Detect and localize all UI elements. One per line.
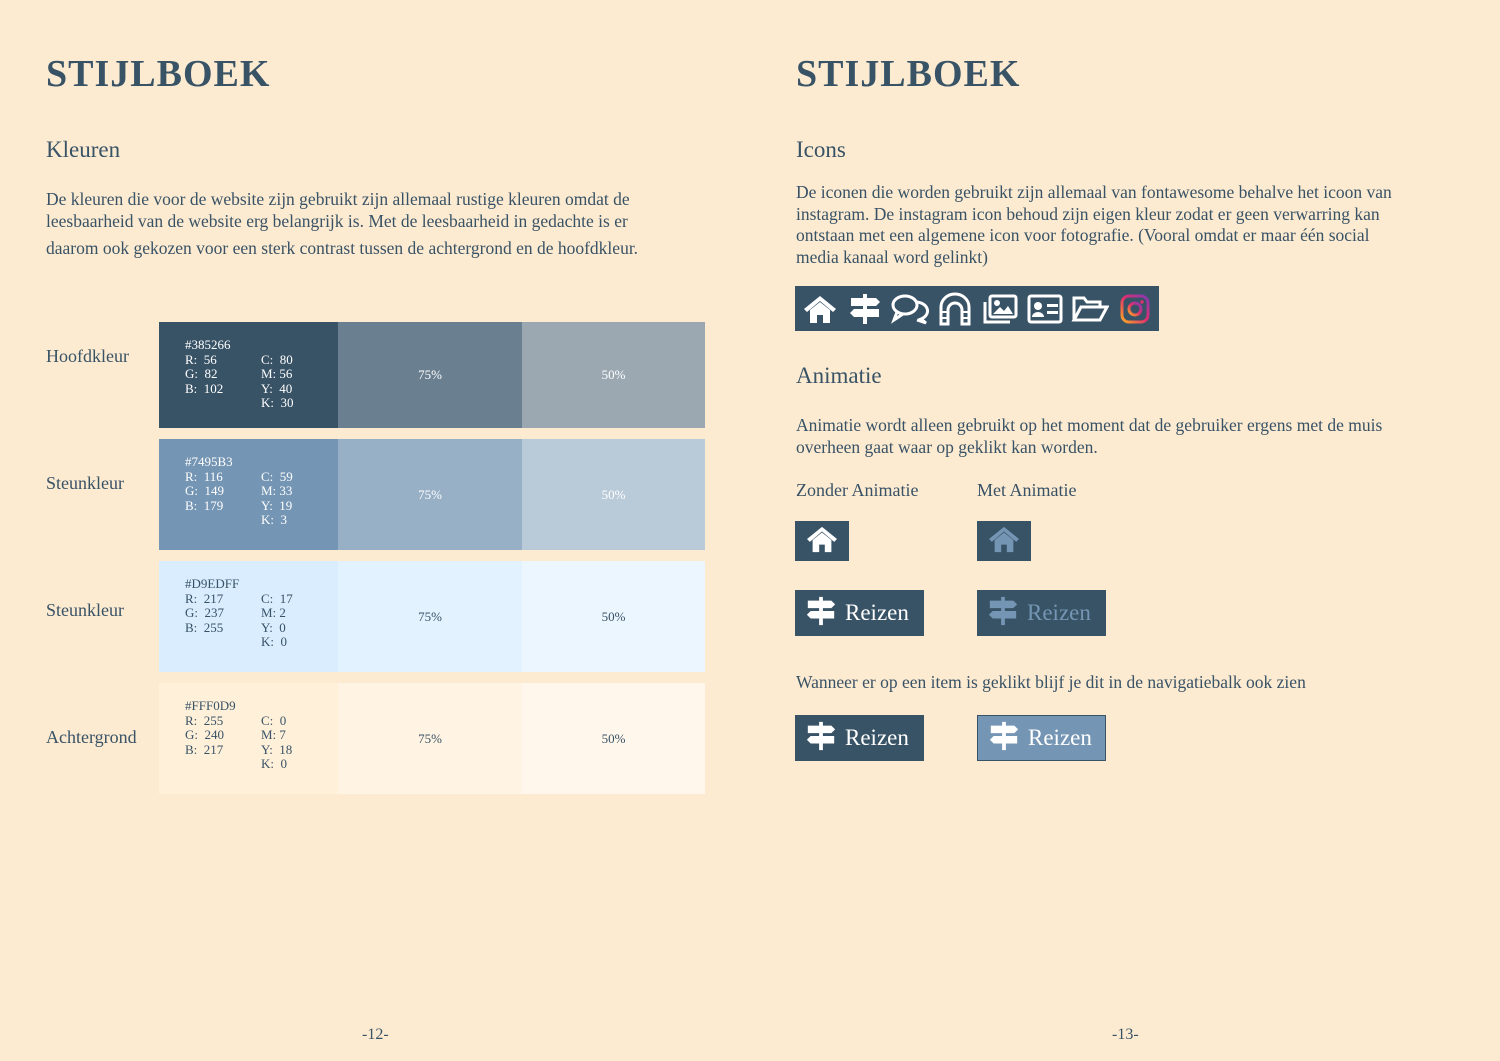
swatch-50 (522, 322, 705, 428)
home-icon (805, 524, 839, 558)
rgb-r: R: 255 (185, 712, 224, 728)
rgb-g: G: 237 (185, 605, 224, 620)
images-icon (979, 291, 1021, 327)
cmyk-k: K: 30 (261, 395, 294, 410)
color-values (185, 455, 321, 528)
home-icon (987, 524, 1021, 558)
signpost-icon (805, 719, 837, 757)
page-title: STIJLBOEK (46, 53, 271, 95)
swatch-50 (522, 683, 705, 794)
tint-label: 50% (601, 730, 626, 746)
page-number: -13- (1112, 1026, 1139, 1043)
cmyk-y: Y: 19 (261, 497, 293, 513)
nav-note: Wanneer er op een item is geklikt blijf je dit in de navigatiebalk ook zien (796, 672, 1306, 692)
tint-label: 75% (418, 367, 442, 382)
swatch-75 (338, 561, 522, 672)
cmyk-y: Y: 18 (261, 741, 293, 757)
home-icon (799, 291, 841, 327)
rgb-g: G: 149 (185, 483, 224, 498)
instagram-icon (1114, 291, 1156, 327)
paragraph-line: leesbaarheid van de website erg belangrijk is. Met de leesbaarheid in gedachte is er (46, 210, 628, 231)
swatch-label: Steunkleur (46, 600, 124, 620)
cmyk-c: C: 80 (261, 351, 293, 367)
kleuren-paragraph (46, 189, 726, 258)
with-animation-label: Met Animatie (977, 480, 1077, 500)
icons-paragraph (796, 182, 1476, 268)
cmyk-y: Y: 0 (261, 619, 286, 635)
animatie-paragraph (796, 415, 1476, 458)
page-number: -12- (362, 1026, 389, 1043)
cmyk-k: K: 0 (261, 756, 287, 771)
paragraph-line: De kleuren die voor de website zijn gebruikt zijn allemaal rustige kleuren omdat de (46, 189, 630, 209)
paragraph-line: De iconen die worden gebruikt zijn allemaal van fontawesome behalve het icoon van (796, 182, 1392, 202)
cmyk-k: K: 0 (261, 634, 287, 649)
comments-icon (889, 291, 931, 327)
tint-label: 75% (418, 608, 442, 624)
swatch-75 (338, 439, 522, 550)
section-heading-animatie: Animatie (796, 363, 882, 388)
cmyk-m: M: 33 (261, 483, 293, 498)
paragraph-line: media kanaal word gelinkt) (796, 246, 988, 267)
reizen-button-hover[interactable] (977, 590, 1106, 636)
rgb-g: G: 82 (185, 366, 218, 381)
tint-label: 75% (418, 486, 442, 502)
cmyk-k: K: 3 (261, 512, 287, 527)
cmyk-c: C: 0 (261, 712, 287, 728)
color-values (185, 338, 321, 411)
folder-open-icon (1069, 291, 1111, 327)
swatch-100 (159, 683, 338, 794)
hex-code: #D9EDFF (185, 576, 240, 591)
cmyk-m: M: 7 (261, 727, 286, 742)
paragraph-line: ontstaan met een algemene icon voor fotografie. (Vooral omdat er maar één social (796, 225, 1370, 245)
tint-label: 50% (601, 608, 626, 624)
signpost-icon (988, 719, 1020, 757)
cmyk-c: C: 17 (261, 590, 293, 606)
cmyk-c: C: 59 (261, 468, 293, 484)
swatch-row (159, 439, 705, 550)
without-animation-label: Zonder Animatie (796, 480, 919, 500)
tint-label: 50% (601, 486, 626, 502)
reizen-label: Reizen (1027, 600, 1091, 625)
tint-label: 75% (418, 730, 442, 746)
reizen-nav-default[interactable] (795, 715, 924, 761)
signpost-icon (805, 594, 837, 632)
signpost-icon (987, 594, 1019, 632)
paragraph-line: instagram. De instagram icon behoud zijn eigen kleur zodat er geen verwarring kan (796, 203, 1380, 224)
section-heading-icons: Icons (796, 137, 846, 162)
reizen-label: Reizen (1028, 725, 1092, 750)
section-heading-kleuren: Kleuren (46, 137, 121, 162)
hex-code: #FFF0D9 (185, 698, 236, 713)
swatch-row (159, 322, 705, 428)
rgb-g: G: 240 (185, 727, 224, 742)
swatch-75 (338, 322, 522, 428)
swatch-75 (338, 683, 522, 794)
rgb-b: B: 217 (185, 741, 224, 757)
rgb-r: R: 217 (185, 590, 224, 606)
home-button-hover[interactable] (977, 521, 1031, 561)
swatch-100 (159, 561, 338, 672)
archway-icon (934, 291, 976, 327)
reizen-nav-active[interactable] (977, 715, 1106, 761)
swatch-label: Hoofdkleur (46, 346, 129, 366)
swatch-50 (522, 439, 705, 550)
rgb-b: B: 255 (185, 619, 224, 635)
tint-label: 50% (601, 367, 626, 382)
cmyk-y: Y: 40 (261, 380, 293, 396)
hex-code: #385266 (185, 337, 231, 352)
swatch-row (159, 561, 705, 672)
signpost-icon (844, 291, 886, 327)
hex-code: #7495B3 (185, 454, 233, 469)
paragraph-line: daarom ook gekozen voor een sterk contrast tussen de achtergrond en de hoofdkleur. (46, 238, 639, 258)
page-title: STIJLBOEK (796, 53, 1021, 95)
reizen-label: Reizen (845, 600, 909, 625)
cmyk-m: M: 2 (261, 605, 286, 620)
swatch-row (159, 683, 705, 794)
id-card-icon (1024, 291, 1066, 327)
swatch-label: Achtergrond (46, 727, 137, 747)
color-values (185, 577, 321, 650)
paragraph-line: overheen gaat waar op geklikt kan worden. (796, 436, 1098, 457)
swatch-100 (159, 322, 338, 428)
color-values (185, 699, 321, 772)
icon-bar (795, 286, 1159, 331)
home-button-static[interactable] (795, 521, 849, 561)
rgb-r: R: 56 (185, 351, 217, 367)
paragraph-line: Animatie wordt alleen gebruikt op het moment dat de gebruiker ergens met de muis (796, 415, 1383, 435)
rgb-b: B: 102 (185, 380, 224, 396)
swatch-label: Steunkleur (46, 473, 124, 493)
swatch-100 (159, 439, 338, 550)
rgb-b: B: 179 (185, 497, 224, 513)
reizen-button-static[interactable] (795, 590, 924, 636)
swatch-50 (522, 561, 705, 672)
cmyk-m: M: 56 (261, 366, 293, 381)
rgb-r: R: 116 (185, 468, 223, 484)
reizen-label: Reizen (845, 725, 909, 750)
